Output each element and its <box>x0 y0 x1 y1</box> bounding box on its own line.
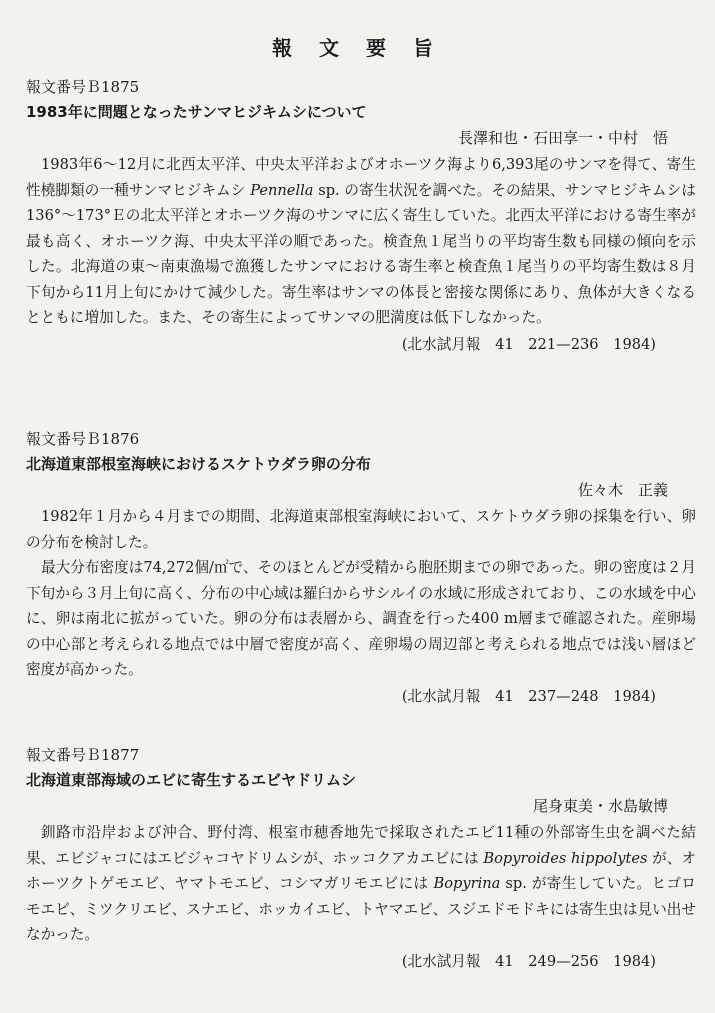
abstract-title: 北海道東部根室海峡におけるスケトウダラ卵の分布 <box>26 455 371 473</box>
abstract-paragraph: 最大分布密度は74,272個/㎡で、そのほとんどが受精から胞胚期までの卵であった。卵の密度は２月下旬から３月上旬に高く、分布の中心域は羅臼からサシルイの水域に形成されており、この水域を中心に、卵は南北に拡がっていた。卵の分布は表層から、調査を行った400 m層まで確認された。産卵場の中心部と考えられる地点では中層で密度が高く、産卵場の周辺部と考えられる地点では浅い層ほど密度が高かった。 <box>26 559 696 678</box>
report-number: 報文番号Ｂ1875 <box>26 78 140 96</box>
abstract-paragraph <box>26 820 696 948</box>
abstract-b1875 <box>26 76 696 357</box>
abstract-body <box>26 152 696 331</box>
species-name: Bopyrina <box>433 875 501 892</box>
paragraph-text: 釧路市沿岸および沖合、野付湾、根室市穂香地先で採取されたエビ11種の外部寄生虫を調べた結果、エビジャコにはエビジャコヤドリムシが、ホッコクアカエビには <box>26 824 696 867</box>
abstract-body <box>26 504 696 683</box>
citation: (北水試月報 41 249—256 1984) <box>401 952 656 970</box>
page-title: 報 文 要 旨 <box>272 36 443 60</box>
authors: 長澤和也・石田享一・中村 悟 <box>457 129 668 147</box>
abstract-body <box>26 820 696 948</box>
citation: (北水試月報 41 221—236 1984) <box>401 335 656 353</box>
report-number: 報文番号Ｂ1876 <box>26 430 140 448</box>
abstract-b1876 <box>26 428 696 709</box>
report-number: 報文番号Ｂ1877 <box>26 746 140 764</box>
citation: (北水試月報 41 237—248 1984) <box>401 687 656 705</box>
species-name: Pennella <box>250 181 314 199</box>
paragraph-text: 1983年6〜12月に北西太平洋、中央太平洋およびオホーツク海より6,393尾のサンマを得て、寄生性橈脚類の一種サンマヒジキムシ <box>26 156 696 199</box>
paragraph-text: sp. が寄生していた。ヒゴロモエビ、ミツクリエビ、スナエビ、ホッカイエビ、トヤマエビ、スジエドモドキには寄生虫は見い出せなかった。 <box>26 875 697 943</box>
abstract-paragraph: 1982年１月から４月までの期間、北海道東部根室海峡において、スケトウダラ卵の採集を行い、卵の分布を検討した。 <box>26 508 696 551</box>
paragraph-text: が、オホーツクトゲモエビ、ヤマトモエビ、コシマガリモエビには <box>26 849 697 892</box>
species-name: Bopyroides hippolytes <box>483 849 648 867</box>
abstract-paragraph <box>26 152 696 331</box>
authors: 佐々木 正義 <box>577 481 668 499</box>
authors: 尾身東美・水島敏博 <box>532 797 668 815</box>
abstract-title: 1983年に問題となったサンマヒジキムシについて <box>26 103 367 121</box>
abstract-title: 北海道東部海域のエビに寄生するエビヤドリムシ <box>26 771 357 789</box>
paragraph-text: sp. の寄生状況を調べた。その結果、サンマヒジキムシは136°〜173°Ｅの北太平洋とオホーツク海のサンマに広く寄生していた。北西太平洋における寄生率が最も高く、オホーツク海、中央太平洋の順であった。検査魚１尾当りの平均寄生数も同様の傾向を示した。北海道の東〜南東漁場で漁獲したサンマにおける寄生率と検査魚１尾当りの平均寄生数は８月下旬から11月上旬にかけて減少した。寄生率はサンマの体長と密接な関係にあり、魚体が大きくなるとともに増加した。また、その寄生によってサンマの肥満度は低下しなかった。 <box>26 181 697 326</box>
abstract-b1877 <box>26 744 696 974</box>
